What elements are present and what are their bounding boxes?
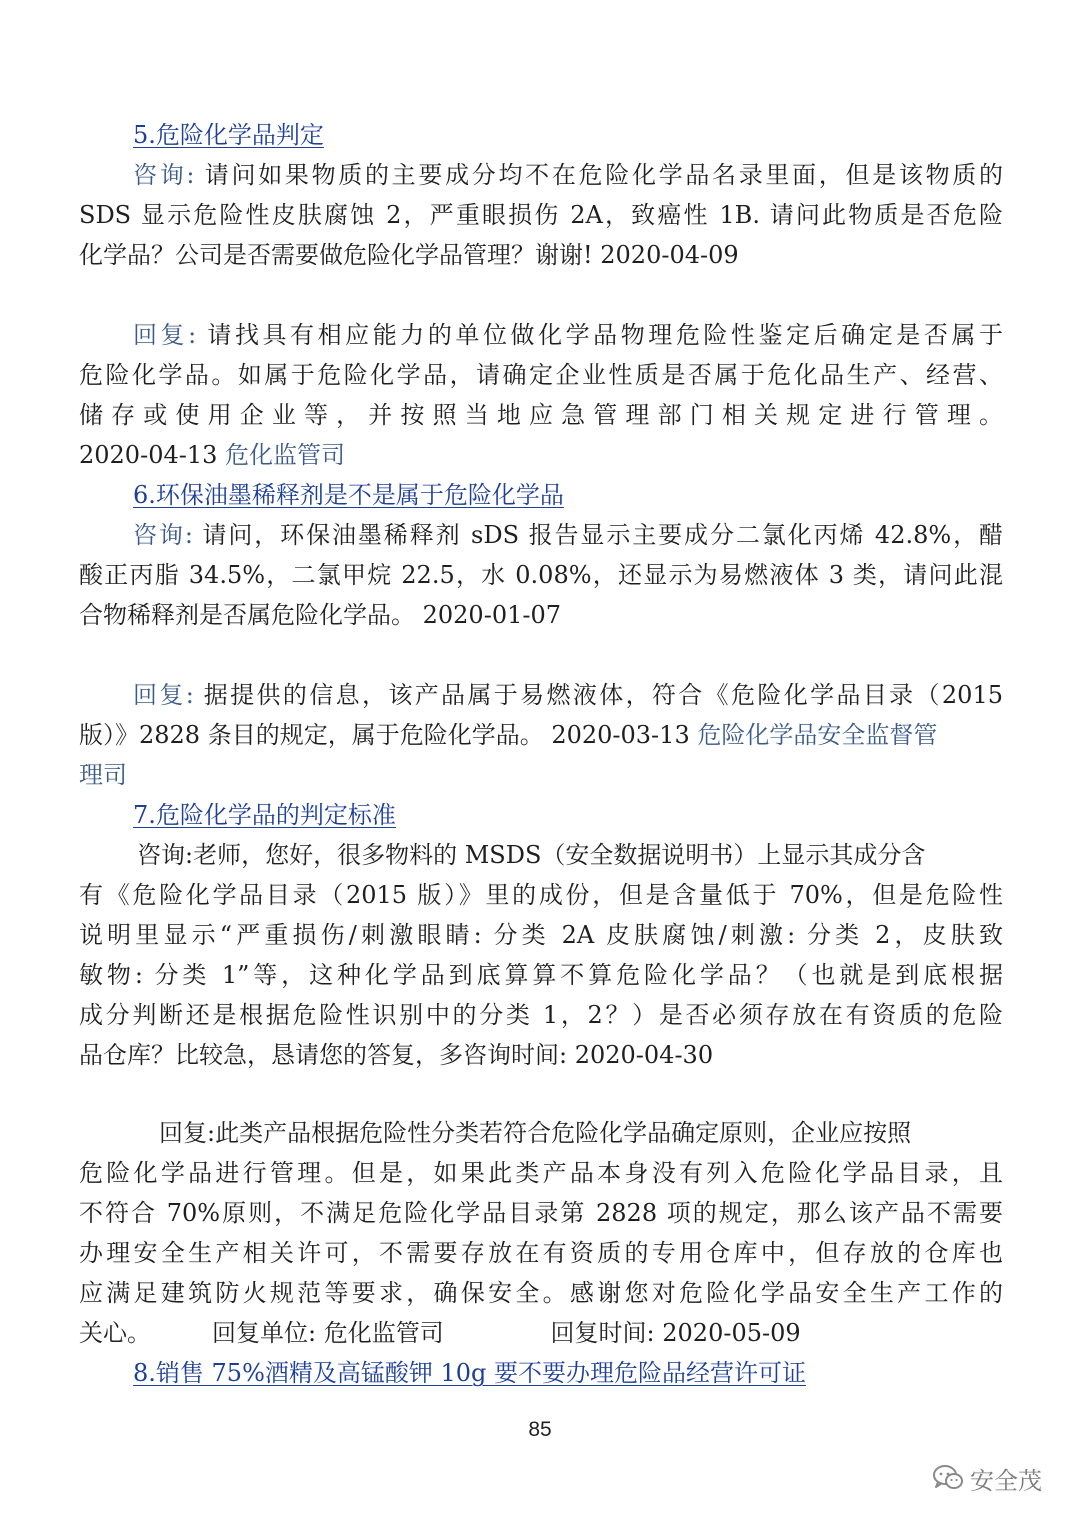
reply-org-continued: 理司 bbox=[79, 761, 127, 789]
consult-line: 咨询:老师，您好，很多物料的 MSDS（安全数据说明书）上显示其成分含 bbox=[137, 841, 926, 869]
consult-label: 咨询: bbox=[133, 161, 195, 189]
section-heading: 7.危险化学品的判定标准 bbox=[133, 801, 396, 829]
section-6-heading-line bbox=[79, 475, 1003, 515]
reply-line: 办理安全生产相关许可，不需要存放在有资质的专用仓库中，但存放的仓库也 bbox=[79, 1239, 1003, 1267]
reply-line: 关心。 回复单位: 危化监管司 回复时间: 2020-05-09 bbox=[79, 1319, 801, 1347]
section-8-heading-line bbox=[79, 1353, 1003, 1393]
consult-line: 成分判断还是根据危险性识别中的分类 1，2？）是否必须存放在有资质的危险 bbox=[79, 1001, 1003, 1029]
section-5 bbox=[79, 115, 1003, 275]
reply-line: 不符合 70%原则，不满足危险化学品目录第 2828 项的规定，那么该产品不需要 bbox=[79, 1199, 1003, 1227]
reply-line: 危险化学品进行管理。但是，如果此类产品本身没有列入危险化学品目录，且 bbox=[79, 1159, 1003, 1187]
consult-label: 咨询: bbox=[133, 521, 193, 549]
section-5-reply bbox=[79, 315, 1003, 635]
reply-label: 回复: bbox=[133, 321, 197, 349]
section-7-reply bbox=[79, 1113, 1003, 1393]
reply-text: 据提供的信息，该产品属于易燃液体，符合《危险化学品目录（2015 bbox=[193, 681, 1003, 709]
wechat-icon bbox=[932, 1464, 964, 1492]
reply-line bbox=[79, 315, 1003, 355]
consult-text: 请问如果物质的主要成分均不在危险化学品名录里面，但是该物质的 bbox=[194, 161, 1003, 189]
consult-line: 化学品？公司是否需要做危险化学品管理？谢谢! 2020-04-09 bbox=[79, 241, 739, 269]
section-heading: 5.危险化学品判定 bbox=[133, 121, 324, 149]
watermark bbox=[932, 1458, 1042, 1498]
reply-date: 2020-04-13 bbox=[79, 441, 226, 469]
reply-org: 危化监管司 bbox=[225, 441, 346, 469]
reply-label: 回复: bbox=[133, 681, 194, 709]
section-heading: 6.环保油墨稀释剂是不是属于危险化学品 bbox=[133, 481, 564, 509]
reply-line bbox=[79, 715, 1003, 755]
reply-line bbox=[79, 435, 1003, 475]
consult-line: 合物稀释剂是否属危险化学品。 2020-01-07 bbox=[79, 601, 562, 629]
consult-line: 酸正丙脂 34.5%，二氯甲烷 22.5，水 0.08%，还显示为易燃液体 3 类，请问此混 bbox=[79, 561, 1003, 589]
reply-line: 储存或使用企业等，并按照当地应急管理部门相关规定进行管理。 bbox=[79, 401, 1003, 429]
reply-line: 回复:此类产品根据危险性分类若符合危险化学品确定原则，企业应按照 bbox=[159, 1119, 912, 1147]
consult-line: SDS 显示危险性皮肤腐蚀 2，严重眼损伤 2A，致癌性 1B. 请问此物质是否危险 bbox=[79, 201, 1003, 229]
reply-line: 危险化学品。如属于危险化学品，请确定企业性质是否属于危化品生产、经营、 bbox=[79, 361, 1003, 389]
consult-line: 敏物: 分类 1”等，这种化学品到底算算不算危险化学品？（也就是到底根据 bbox=[79, 961, 1003, 989]
consult-line: 说明里显示“严重损伤/刺激眼睛: 分类 2A 皮肤腐蚀/刺激: 分类 2，皮肤致 bbox=[79, 921, 1003, 949]
section-5-heading-line bbox=[79, 115, 1003, 155]
consult-line: 品仓库？比较急，恳请您的答复，多咨询时间: 2020-04-30 bbox=[79, 1041, 714, 1069]
reply-text: 版）》2828 条目的规定，属于危险化学品。 2020-03-13 bbox=[79, 721, 698, 749]
section-7-heading-line bbox=[79, 795, 1003, 835]
reply-line bbox=[79, 675, 1003, 715]
watermark-text: 安全茂 bbox=[970, 1466, 1042, 1495]
section-heading: 8.销售 75%酒精及高锰酸钾 10g 要不要办理危险品经营许可证 bbox=[133, 1359, 807, 1387]
consult-line bbox=[79, 515, 1003, 555]
consult-text: 请问，环保油墨稀释剂 sDS 报告显示主要成分二氯化丙烯 42.8%，醋 bbox=[192, 521, 1003, 549]
reply-text: 请找具有相应能力的单位做化学品物理危险性鉴定后确定是否属于 bbox=[196, 321, 1003, 349]
consult-line: 有《危险化学品目录（2015 版）》里的成份，但是含量低于 70%，但是危险性 bbox=[79, 881, 1003, 909]
reply-line: 应满足建筑防火规范等要求，确保安全。感谢您对危险化学品安全生产工作的 bbox=[79, 1279, 1003, 1307]
consult-line bbox=[79, 155, 1003, 195]
page-number: 85 bbox=[528, 1418, 552, 1441]
reply-org: 危险化学品安全监督管 bbox=[697, 721, 938, 749]
section-6-reply bbox=[79, 675, 1003, 1075]
